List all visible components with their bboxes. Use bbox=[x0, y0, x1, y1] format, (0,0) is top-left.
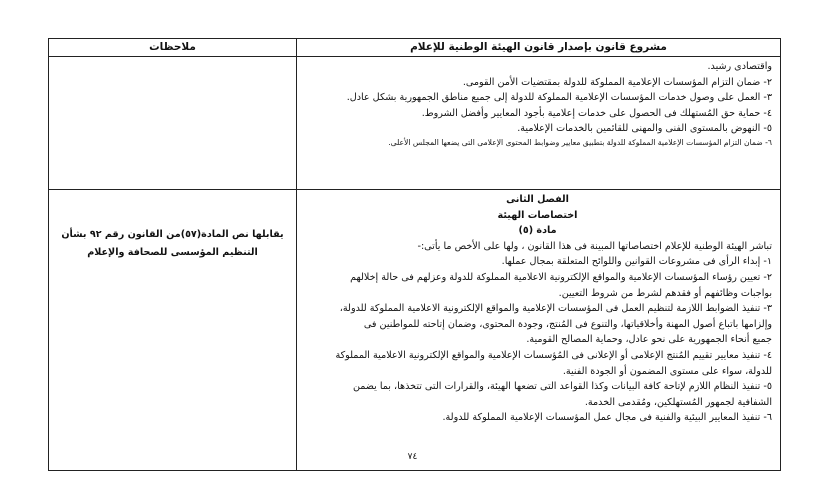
main-column-header: مشروع قانون بإصدار قانون الهيئة الوطنية للإعلام bbox=[297, 39, 781, 57]
notes-column-header: ملاحظات bbox=[49, 39, 297, 57]
text-line: واقتصادى رشيد. bbox=[707, 61, 772, 72]
list-item: ٤- حماية حق المُستهلك فى الحصول على خدمات إعلامية بأجود المعايير وأفضل الشروط. bbox=[421, 107, 772, 119]
list-item-continuation: بواجبات وظائفهم أو فقدهم لشرط من شروط التعيين. bbox=[558, 287, 772, 299]
notes-cell-empty bbox=[49, 57, 297, 190]
section1-cell bbox=[297, 57, 781, 190]
notes-cell bbox=[49, 190, 297, 471]
list-item-continuation: للدولة، سواء على مستوى المضمون أو الجودة الفنية. bbox=[562, 365, 772, 377]
table-row bbox=[49, 190, 781, 471]
chapter-title: اختصاصات الهيئة bbox=[497, 209, 578, 221]
document-table bbox=[48, 38, 781, 471]
list-item: ٢- ضمان التزام المؤسسات الإعلامية المملوكة للدولة بمقتضيات الأمن القومى. bbox=[462, 76, 772, 88]
table-header-row bbox=[49, 39, 781, 57]
list-item: ١- إبداء الرأى فى مشروعات القوانين واللوائح المتعلقة بمجال عملها. bbox=[501, 256, 772, 268]
section2-cell bbox=[297, 190, 781, 471]
list-item: ٣- تنفيذ الضوابط اللازمة لتنظيم العمل فى المؤسسات الإعلامية والمواقع الإلكترونية الاعلامية المملوكة للدولة، bbox=[339, 303, 772, 315]
list-item: ٦- ضمان التزام المؤسسات الإعلامية المملوكة للدولة بتطبيق معايير وضوابط المحتوى الإعلامى التى يضعها المجلس الأعلى. bbox=[388, 137, 772, 147]
list-item: ٢- تعيين رؤساء المؤسسات الإعلامية والمواقع الإلكترونية الاعلامية المملوكة للدولة وعزلهم فى حالة إخلالهم bbox=[350, 271, 772, 283]
list-item: ٥- النهوض بالمستوى الفنى والمهنى للقائمين بالخدمات الإعلامية. bbox=[517, 123, 772, 135]
table-row bbox=[49, 57, 781, 190]
list-item-continuation: الشفافية لجمهور المُستهلكين، ومُقدمى الخدمة. bbox=[584, 396, 772, 408]
page-number: ٧٤ bbox=[407, 452, 418, 462]
article-intro: تباشر الهيئة الوطنية للإعلام اختصاصاتها المبينة فى هذا القانون ، ولها على الأخص ما يأتى:- bbox=[417, 240, 772, 252]
list-item: ٦- تنفيذ المعايير البيئية والفنية فى مجال عمل المؤسسات الإعلامية المملوكة للدولة. bbox=[442, 412, 772, 424]
list-item: ٣- العمل على وصول خدمات المؤسسات الإعلامية المملوكة للدولة إلى جميع مناطق الجمهورية بشكل عادل. bbox=[346, 92, 772, 104]
chapter-heading: الفصل الثانى bbox=[506, 194, 569, 205]
article-heading: مادة (٥) bbox=[518, 225, 557, 237]
list-item: ٤- تنفيذ معايير تقييم المُنتج الإعلامى أو الإعلانى فى المُؤسسات الإعلامية والمواقع الإلكترونية الاعلامية المملوكة bbox=[335, 349, 772, 361]
list-item-continuation: وإلزامها باتباع أصول المهنة وأخلاقياتها، والتنوع فى المُنتج، وجودة المحتوى، وضمان إتاحته للمواطنين فى bbox=[363, 318, 772, 330]
list-item-continuation: جميع أنحاء الجمهورية على نحو عادل، وحماية المصالح القومية. bbox=[526, 334, 772, 346]
list-item: ٥- تنفيذ النظام اللازم لإتاحة كافة البيانات وكذا القواعد التى تضعها الهيئة، والقرارات التى تتخذها، بما يضمن bbox=[352, 381, 772, 393]
note-text: يقابلها نص المادة(٥٧)من القانون رقم ٩٢ بشأن التنظيم المؤسسى للصحافة والإعلام bbox=[61, 229, 284, 258]
